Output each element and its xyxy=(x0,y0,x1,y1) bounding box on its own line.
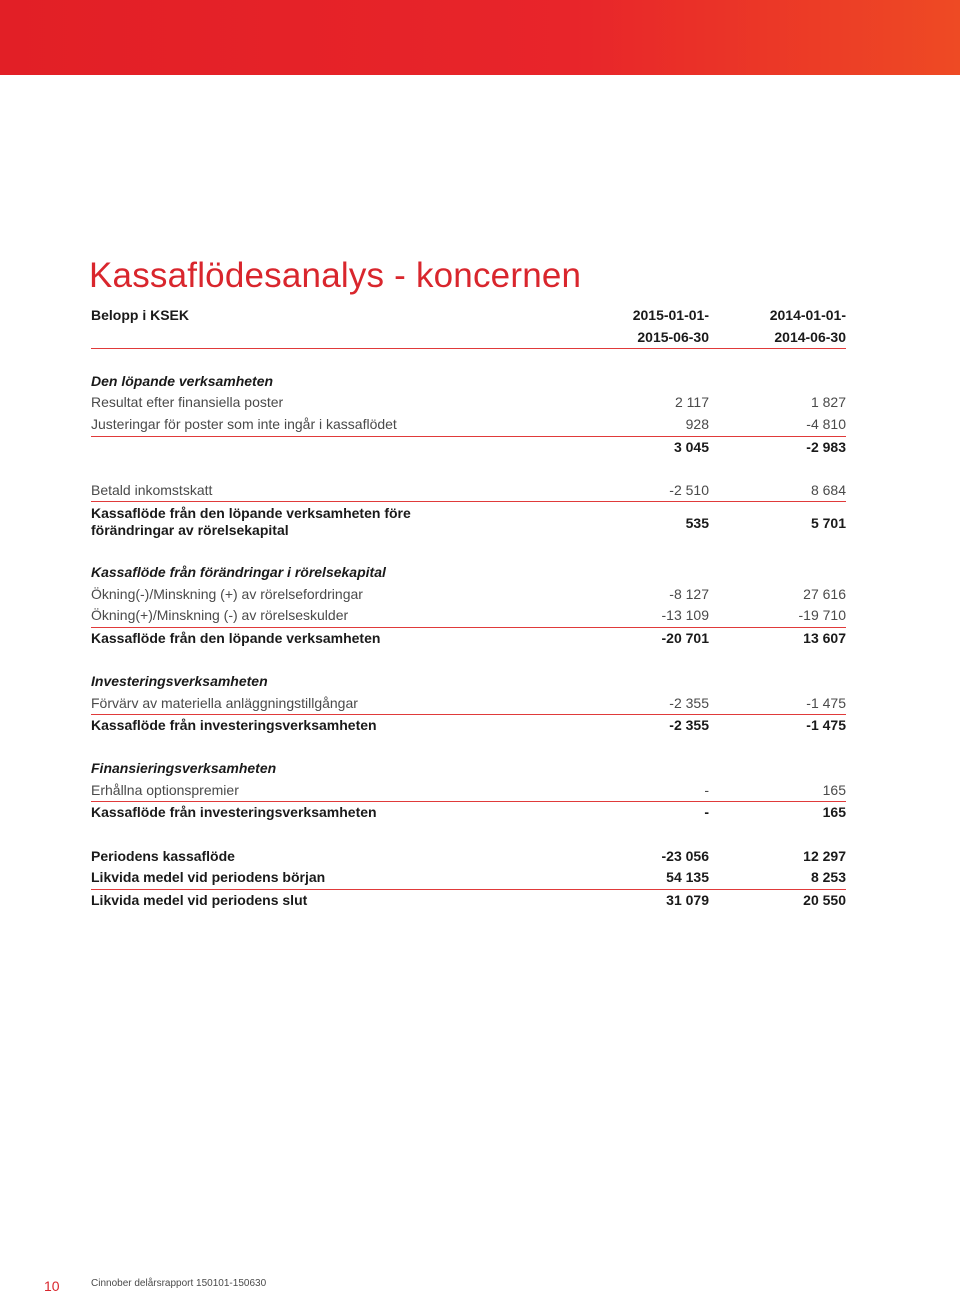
col1-header-line2: 2015-06-30 xyxy=(637,328,709,345)
page-title: Kassaflödesanalys - koncernen xyxy=(89,256,582,295)
spacer xyxy=(91,540,846,562)
table-row: Justeringar för poster som inte ingår i kassaflödet 928 -4 810 xyxy=(91,414,846,437)
total-row: Periodens kassaflöde -23 056 12 297 xyxy=(91,847,846,864)
col1-header-line1: 2015-01-01- xyxy=(632,307,709,323)
table-row: Förvärv av materiella anläggningstillgångar -2 355 -1 475 xyxy=(91,693,846,716)
spacer xyxy=(91,737,846,759)
table-row: Ökning(+)/Minskning (-) av rörelseskulder -13 109 -19 710 xyxy=(91,605,846,628)
subtotal-row: Kassaflöde från investeringsverksamheten -2 355 -1 475 xyxy=(91,717,846,734)
table-row: Erhållna optionspremier - 165 xyxy=(91,780,846,803)
section-heading-investing: Investeringsverksamheten xyxy=(91,672,268,689)
table-row: Ökning(-)/Minskning (+) av rörelsefordringar -8 127 27 616 xyxy=(91,585,846,602)
table-header-row-1 xyxy=(91,305,846,327)
subtotal-row: Kassaflöde från investeringsverksamheten - 165 xyxy=(91,804,846,821)
col2-header-line1: 2014-01-01- xyxy=(769,307,846,323)
col2-header-line2: 2014-06-30 xyxy=(774,328,846,345)
subtotal-row: 3 045 -2 983 xyxy=(673,438,846,455)
subtotal-row: Kassaflöde från den löpande verksamheten -20 701 13 607 xyxy=(91,629,846,646)
amount-unit-label: Belopp i KSEK xyxy=(91,307,190,323)
section-heading-financing: Finansieringsverksamheten xyxy=(91,760,277,777)
section-heading-operating: Den löpande verksamheten xyxy=(91,372,274,389)
total-row: Likvida medel vid periodens slut 31 079 20 550 xyxy=(91,891,846,908)
cashflow-table xyxy=(91,305,846,911)
spacer xyxy=(91,649,846,671)
top-color-band xyxy=(0,0,960,75)
table-header-row-2 xyxy=(91,327,846,350)
section-heading-working-capital: Kassaflöde från förändringar i rörelsekapital xyxy=(91,563,386,580)
subtotal-row: Kassaflöde från den löpande verksamheten före förändringar av rörelsekapital 535 5 701 xyxy=(91,505,846,539)
spacer xyxy=(91,349,846,371)
table-row: Betald inkomstskatt -2 510 8 684 xyxy=(91,480,846,503)
spacer xyxy=(91,824,846,846)
spacer xyxy=(91,458,846,480)
footer-report-name: Cinnober delårsrapport 150101-150630 xyxy=(91,1278,267,1289)
page-number: 10 xyxy=(44,1278,60,1294)
total-row: Likvida medel vid periodens början 54 135 8 253 xyxy=(91,867,846,890)
table-row: Resultat efter finansiella poster 2 117 1 827 xyxy=(91,394,846,411)
